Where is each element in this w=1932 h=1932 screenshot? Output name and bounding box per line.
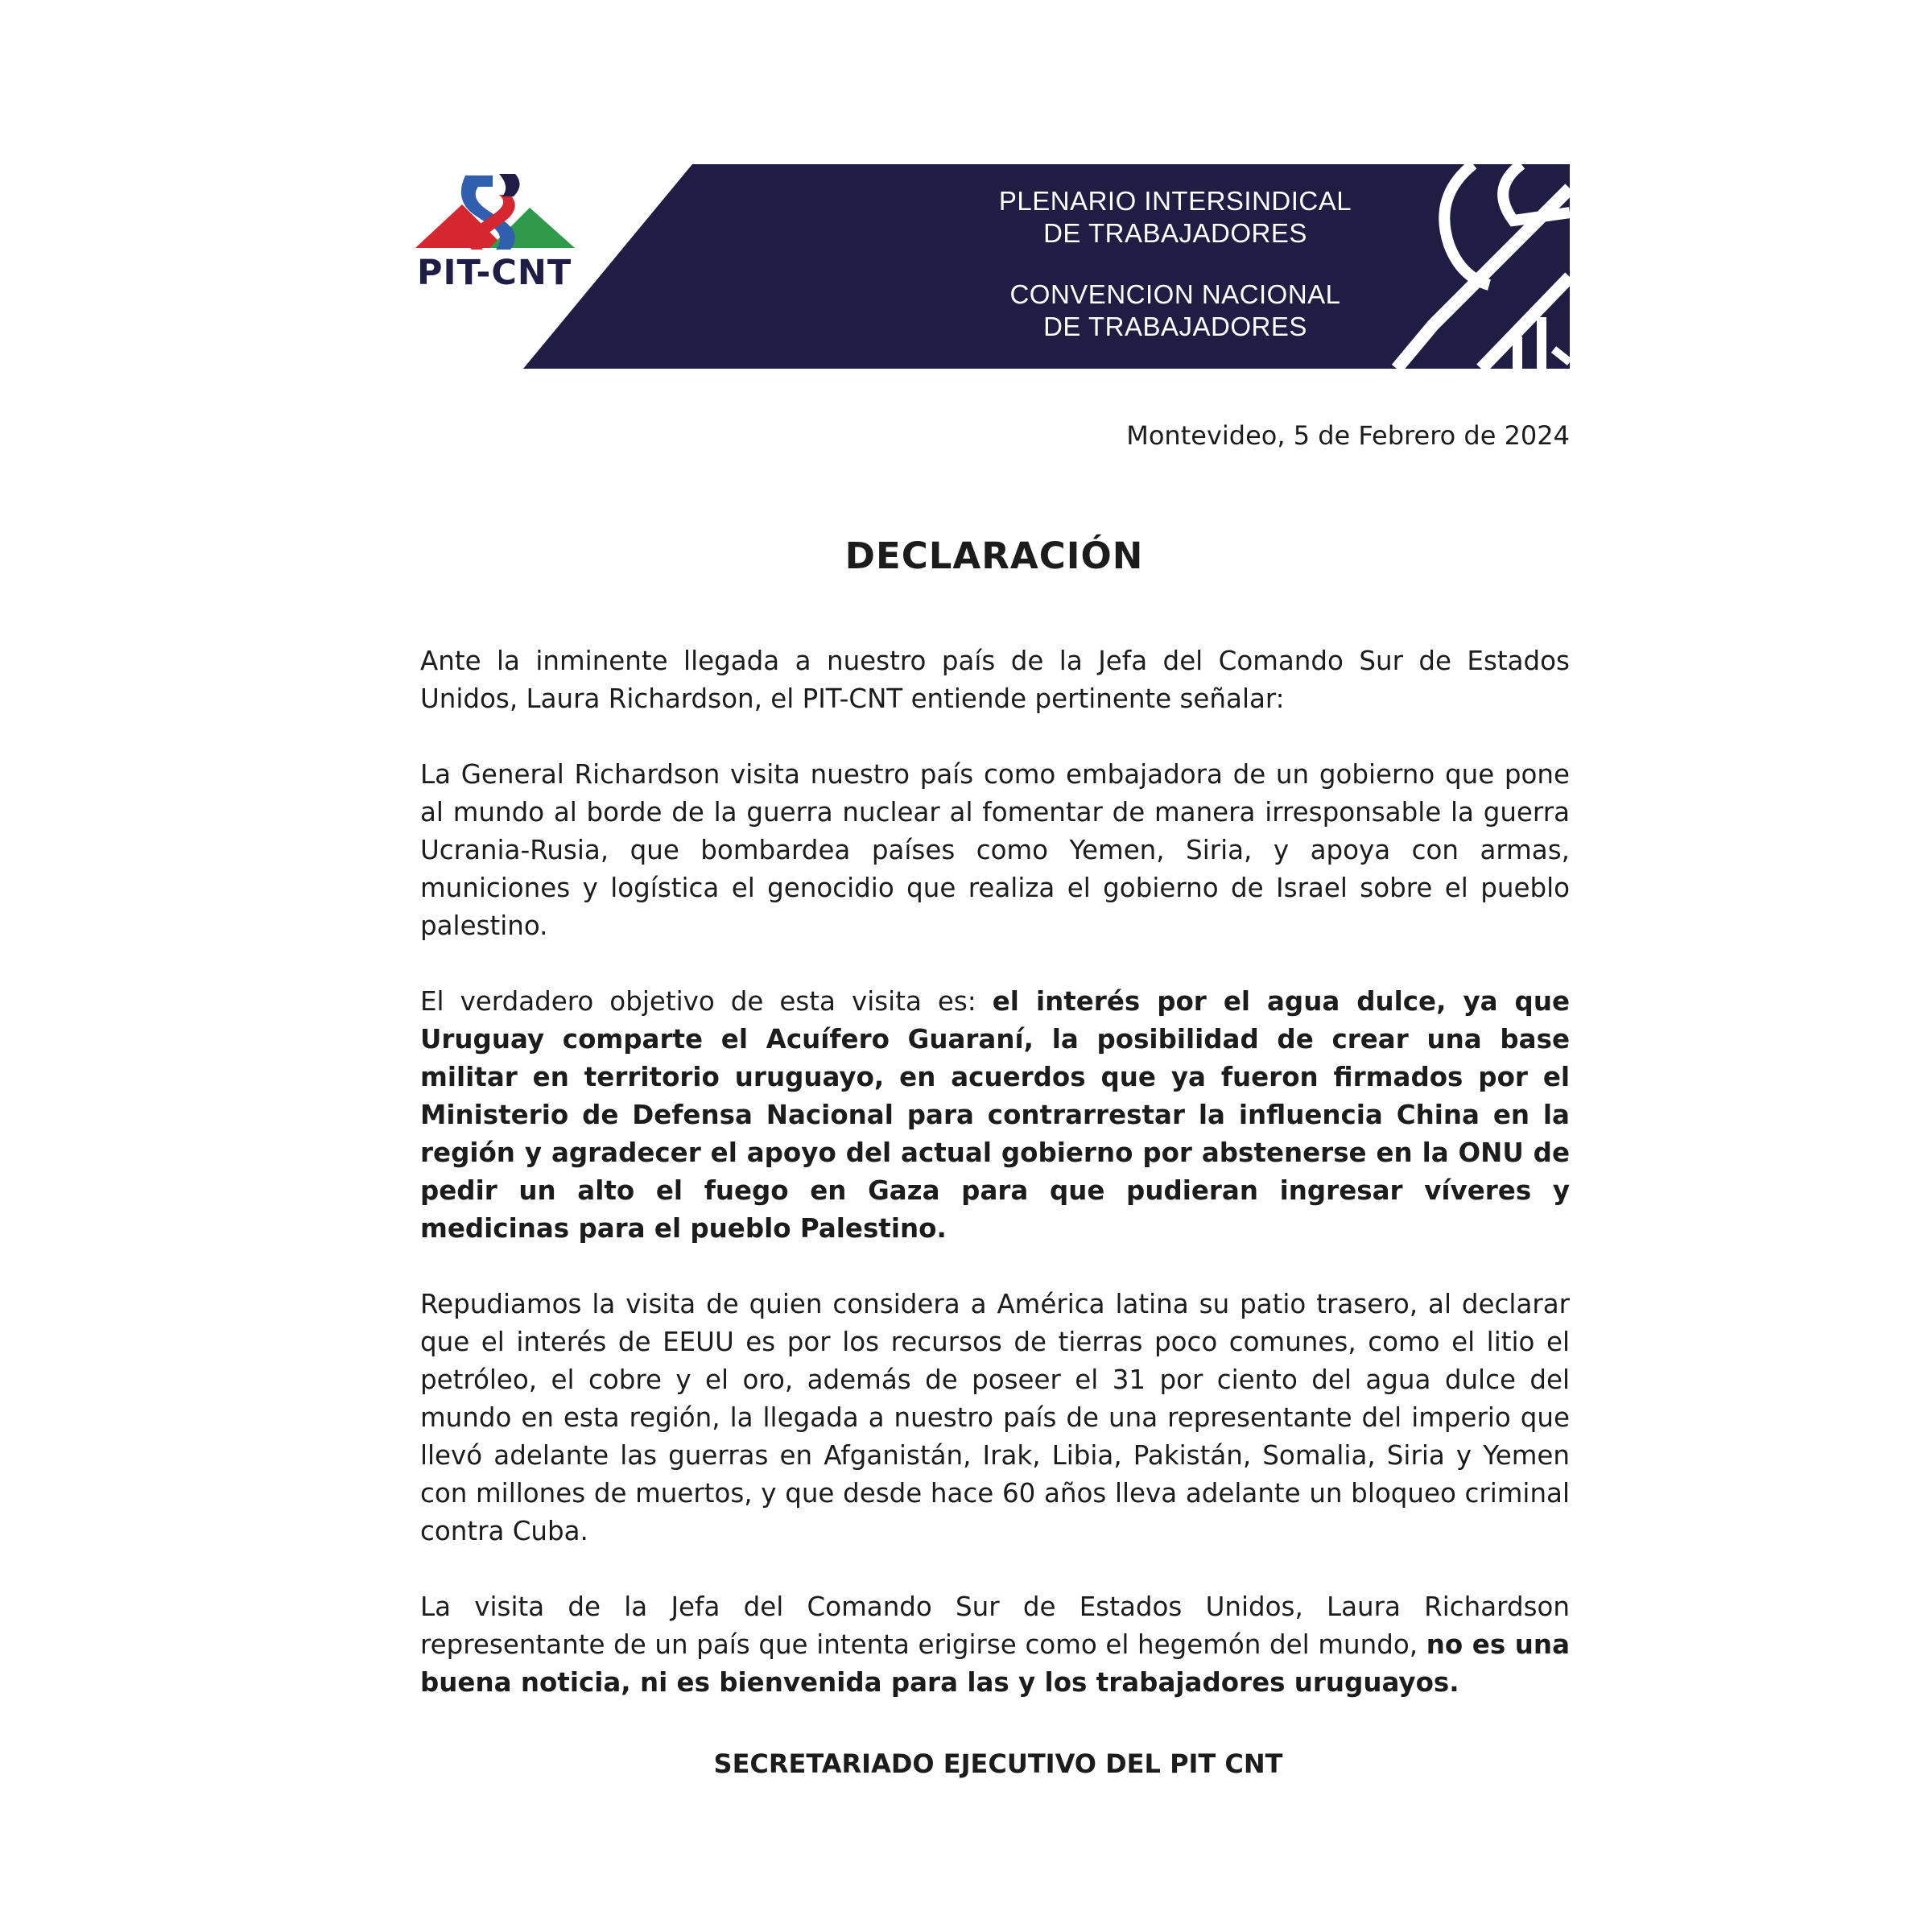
paragraph-5	[420, 1588, 1570, 1702]
paragraph-5-bold: no es una buena noticia, ni es bienvenida para las y los trabajadores uruguayos.	[420, 1629, 1570, 1698]
paragraph-4: Repudiamos la visita de quien considera a América latina su patio trasero, al declarar que el interés de EEUU es por los recursos de tierras poco comunes, como el litio el petróleo, el cobre y el oro, además de poseer el 31 por ciento del agua dulce del mundo en esta región, la llegada a nuestro país de una representante del imperio que llevó adelante las guerras en Afganistán, Irak, Libia, Pakistán, Somalia, Siria y Yemen con millones de muertos, y que desde hace 60 años lleva adelante un bloqueo criminal contra Cuba.	[420, 1289, 1570, 1546]
header-banner	[523, 164, 1570, 369]
paragraph-3-intro: El verdadero objetivo de esta visita es:	[420, 986, 993, 1017]
paragraph-5-intro: La visita de la Jefa del Comando Sur de Estados Unidos, Laura Richardson representante de un país que intenta erigirse como el hegemón del mundo,	[420, 1591, 1570, 1660]
banner-title-plenario: PLENARIO INTERSINDICAL DE TRABAJADORES	[998, 186, 1352, 248]
banner-title-convencion: CONVENCION NACIONAL DE TRABAJADORES	[1009, 279, 1341, 341]
document-body	[420, 642, 1570, 1740]
signature: SECRETARIADO EJECUTIVO DEL PIT CNT	[713, 1748, 1283, 1779]
document-title: DECLARACIÓN	[844, 535, 1144, 577]
logo-text: PIT-CNT	[417, 253, 572, 293]
paragraph-2: La General Richardson visita nuestro país como embajadora de un gobierno que pone al mundo al borde de la guerra nuclear al fomentar de manera irresponsable la guerra Ucrania-Rusia, que bombardea países como Yemen, Siria, y apoya con armas, municiones y logística el genocidio que realiza el gobierno de Israel sobre el pueblo palestino.	[420, 759, 1570, 941]
paragraph-3	[420, 983, 1570, 1248]
document-date: Montevideo, 5 de Febrero de 2024	[1126, 420, 1570, 451]
paragraph-3-bold: el interés por el agua dulce, ya que Uruguay comparte el Acuífero Guaraní, la posibilidad de crear una base militar en territorio uruguayo, en acuerdos que ya fueron firmados por el Ministerio de Defensa Nacional para contrarrestar la influencia China en la región y agradecer el apoyo del actual gobierno por abstenerse en la ONU de pedir un alto el fuego en Gaza para que pudieran ingresar víveres y medicinas para el pueblo Palestino.	[420, 986, 1570, 1244]
paragraph-1: Ante la inminente llegada a nuestro país de la Jefa del Comando Sur de Estados Unidos, Laura Richardson, el PIT-CNT entiende pertinente señalar:	[420, 646, 1570, 714]
